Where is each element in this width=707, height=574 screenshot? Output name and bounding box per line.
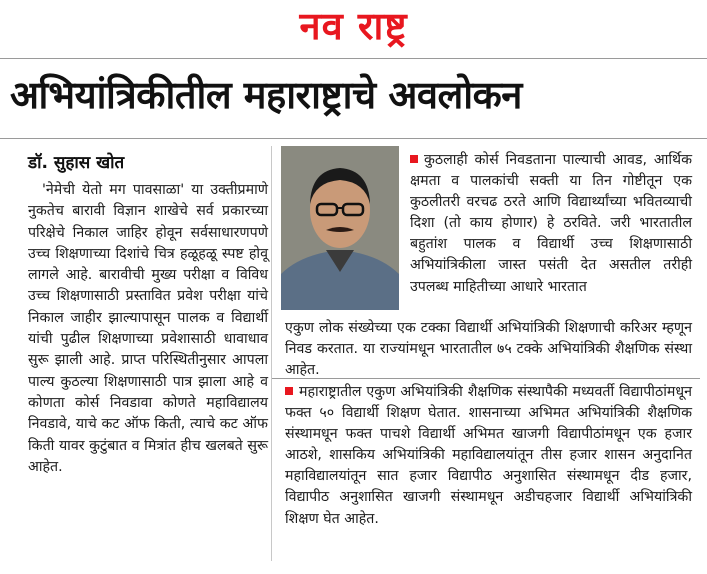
- article-byline: डॉ. सुहास खोत: [28, 153, 125, 173]
- masthead: [0, 0, 707, 56]
- paragraph-2: महाराष्ट्रातील एकुण अभियांत्रिकी शैक्षणिक संस्थापैकी मध्यवर्ती विद्यापीठांमधून फक्त ५० विद्यार्थी शिक्षण घेतात. शासनाच्या अभिमत अभियांत्रिकी शैक्षणिक संस्थामधून फक्त पाचशे विद्यार्थी अभिमत खाजगी विद्यापीठांमधून एक हजार आठशे, शासकिय अभियांत्रिकी महाविद्यालयांतून तीस हजार शासन अनुदानित महाविद्यालयांतून सात हजार विद्यापीठ अनुशासित संस्थामधून दीड हजार, विद्यापीठ अनुशासित खाजगी संस्थामधून अडीचहजार विद्यार्थी अभियांत्रिकी शिक्षण घेत आहेत.: [285, 384, 692, 527]
- column-divider: [271, 146, 272, 561]
- author-photo: [281, 146, 399, 310]
- headline-divider: [0, 138, 707, 139]
- paragraph-1-part-a: कुठलाही कोर्स निवडताना पाल्याची आवड, आर्थिक क्षमता व पालकांची सक्ती या तिन गोष्टीतून एक कुठलीतरी वरचढ ठरते आणि विद्यार्थ्यांच्या भवितव्याची दिशा (तो काय होणार) हे ठरविते. जरी भारतातील बहुतांश पालक व विद्यार्थी उच्च शिक्षणासाठी अभियांत्रिकीला जास्त पसंती देत असतील तरीही उपलब्ध माहितीच्या आधारे भारतात: [410, 152, 692, 295]
- author-portrait-icon: [281, 146, 399, 310]
- paragraph-1-part-b: एकुण लोक संख्येच्या एक टक्का विद्यार्थी अभियांत्रिकी शिक्षणाची करिअर म्हणून निवड करतात. या राज्यांमधून भारतातील ७५ टक्के अभियांत्रिकी शैक्षणिक संस्था आहेत.: [285, 320, 692, 379]
- article-headline: अभियांत्रिकीतील महाराष्ट्राचे अवलोकन: [10, 73, 522, 117]
- red-bullet-icon: [410, 155, 418, 163]
- paragraph-divider: [272, 378, 700, 379]
- left-column: [28, 180, 268, 478]
- left-column-text: 'नेमेची येतो मग पावसाळा' या उक्तीप्रमाणे नुकतेच बारावी विज्ञान शाखेचे सर्व प्रकारच्या परिक्षेचे निकाल जाहिर होवून सर्वसाधारणपणे उच्च शिक्षणाच्या दिशांचे चित्र हळूहळू स्पष्ट होवू लागले आहे. बारावीची मुख्य परीक्षा व विविध उच्च शिक्षणासाठी प्रस्तावित प्रवेश परीक्षा यांचे निकाल जाहीर झाल्यापासून पालक व विद्यार्थी यांची पुढील शिक्षणाच्या प्रवेशासाठी धावाधाव सुरू झाली आहे. प्राप्त परिस्थितीनुसार आपला पाल्य कुठल्या शिक्षणासाठी पात्र झाला आहे व कोणता कोर्स निवडावा कोणते महाविद्यालय निवडावे, याचे कट ऑफ किती, त्याचे कट ऑफ किती यावर कुटुंबात व मित्रांत हीच खलबते सुरू आहेत.: [28, 182, 268, 475]
- masthead-divider: [0, 58, 707, 59]
- red-bullet-icon: [285, 387, 293, 395]
- newspaper-logo: नव राष्ट्र: [299, 4, 408, 48]
